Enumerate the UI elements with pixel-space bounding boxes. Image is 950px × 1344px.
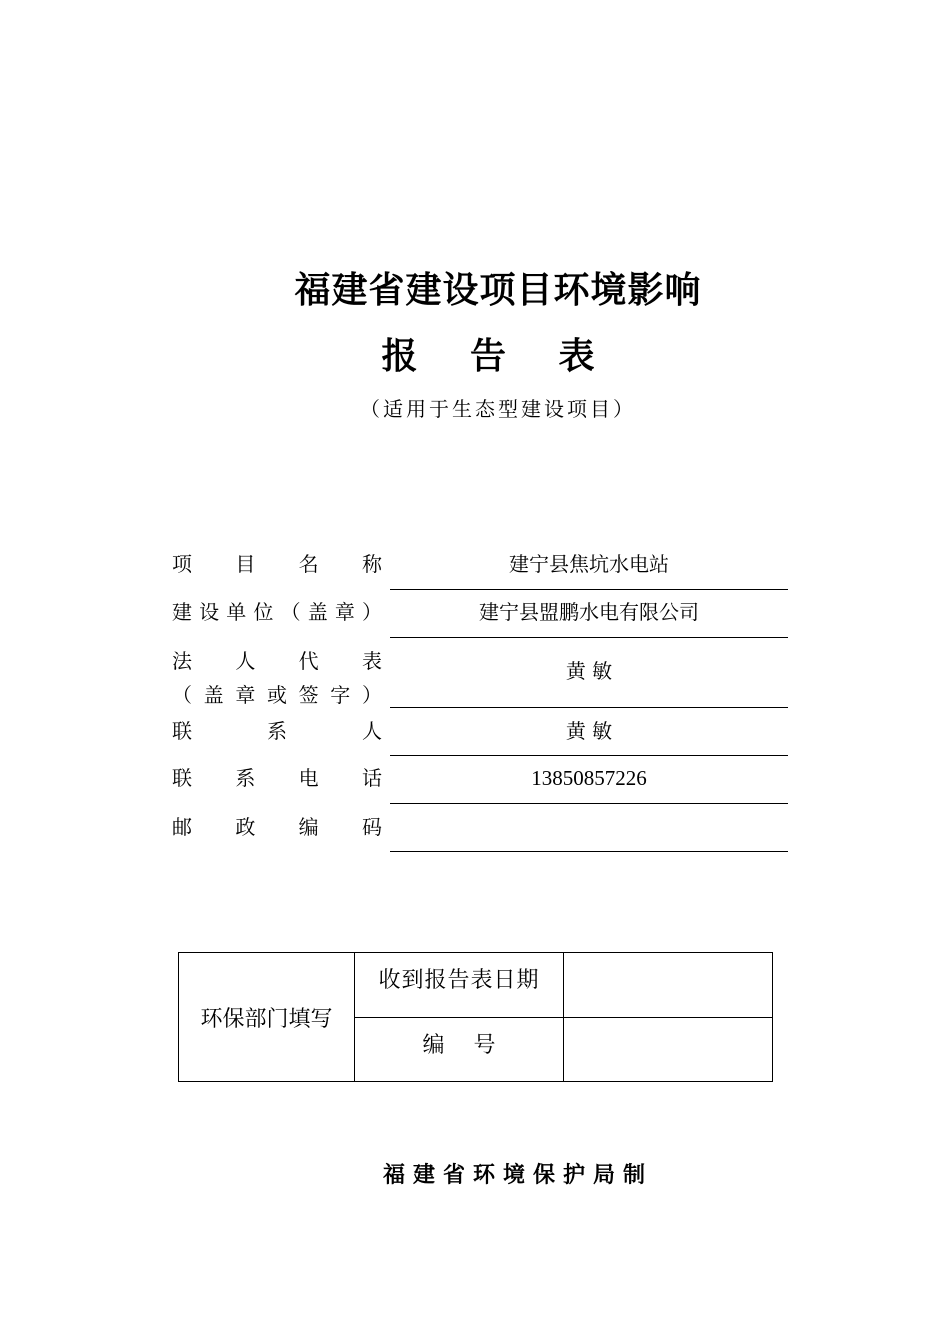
underline <box>390 803 788 804</box>
received-date-label: 收到报告表日期 <box>355 953 564 1018</box>
field-value-contact-person: 黄 敏 <box>565 719 613 743</box>
field-label-project-name: 项 目 名 称 <box>172 552 382 576</box>
field-label-contact-phone: 联 系 电 话 <box>172 766 382 790</box>
field-label-legal-representative: 法 人 代 表 <box>172 649 382 673</box>
field-label-construction-unit: 建 设 单 位 （ 盖 章 ） <box>172 600 382 624</box>
received-date-value[interactable] <box>564 953 773 1018</box>
number-value[interactable] <box>564 1018 773 1082</box>
field-value-project-name: 建宁县焦坑水电站 <box>509 552 669 576</box>
number-label: 编 号 <box>355 1018 564 1082</box>
field-label-contact-person: 联 系 人 <box>172 719 382 743</box>
page-title: 福建省建设项目环境影响 <box>294 270 702 311</box>
page-subtitle: （适用于生态型建设项目） <box>360 397 636 421</box>
underline <box>390 637 788 638</box>
field-value-contact-phone: 13850857226 <box>531 766 647 790</box>
dept-fill-table <box>178 952 773 1082</box>
underline <box>390 851 788 852</box>
field-label-postal-code: 邮 政 编 码 <box>172 815 382 839</box>
underline <box>390 707 788 708</box>
underline <box>390 755 788 756</box>
field-value-legal-representative: 黄 敏 <box>565 659 613 683</box>
underline <box>390 589 788 590</box>
footer-issuer: 福建省环境保护局制 <box>382 1162 653 1188</box>
field-label-legal-representative-note: （ 盖 章 或 签 字 ） <box>172 683 382 707</box>
field-value-construction-unit: 建宁县盟鹏水电有限公司 <box>479 600 699 624</box>
dept-row-header: 环保部门填写 <box>179 953 355 1082</box>
page-title-report-form: 报 告 表 <box>381 336 615 377</box>
